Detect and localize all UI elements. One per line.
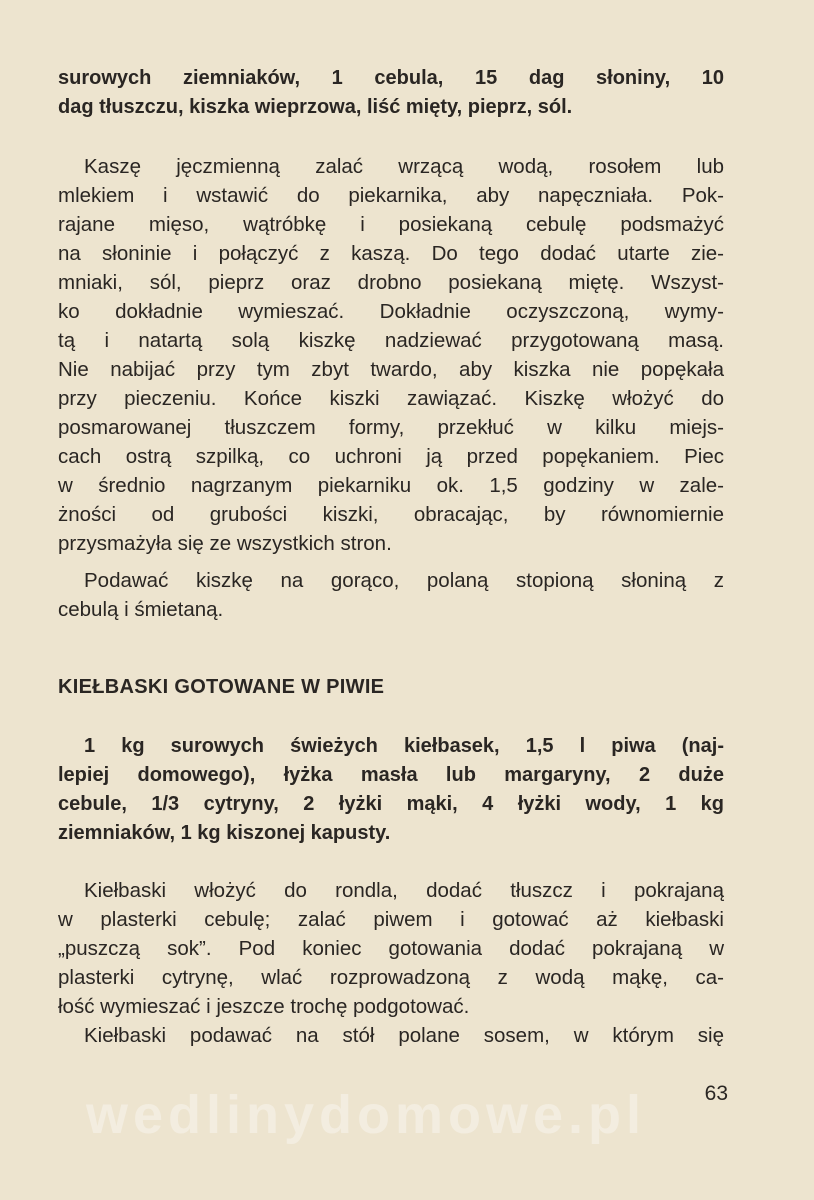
text-line: na słoninie i połączyć z kaszą. Do tego dodać utarte zie- (58, 242, 724, 265)
text-line: Nie nabijać przy tym zbyt twardo, aby kiszka nie popękała (58, 358, 724, 381)
text-line: łość wymieszać i jeszcze trochę podgotować. (58, 995, 470, 1018)
text-line: dag tłuszczu, kiszka wieprzowa, liść mięty, pieprz, sól. (58, 96, 573, 118)
text-line: Kiełbaski podawać na stół polane sosem, w którym się (84, 1024, 724, 1047)
text-line: ko dokładnie wymieszać. Dokładnie oczyszczoną, wymy- (58, 300, 724, 323)
text-line: mniaki, sól, pieprz oraz drobno posiekaną miętę. Wszyst- (58, 271, 724, 294)
text-line: w plasterki cebulę; zalać piwem i gotować aż kiełbaski (58, 908, 724, 931)
recipe-1-serving (58, 566, 724, 624)
recipe-2-method (58, 876, 724, 1050)
text-line: ziemniaków, 1 kg kiszonej kapusty. (58, 822, 391, 844)
text-line: przy pieczeniu. Końce kiszki zawiązać. Kiszkę włożyć do (58, 387, 724, 410)
text-line: posmarowanej tłuszczem formy, przekłuć w kilku miejs- (58, 416, 724, 439)
page-number: 63 (704, 1082, 728, 1105)
text-line: mlekiem i wstawić do piekarnika, aby napęczniała. Pok- (58, 184, 724, 207)
recipe-1-ingredients (58, 64, 724, 122)
recipe-1-method (58, 152, 724, 558)
text-line: cebule, 1/3 cytryny, 2 łyżki mąki, 4 łyżki wody, 1 kg (58, 793, 724, 815)
text-line: rajane mięso, wątróbkę i posiekaną cebulę podsmażyć (58, 213, 724, 236)
text-line: Kaszę jęczmienną zalać wrzącą wodą, rosołem lub (84, 155, 724, 178)
text-line: cach ostrą szpilką, co uchroni ją przed popękaniem. Piec (58, 445, 724, 468)
text-line: cebulą i śmietaną. (58, 598, 224, 621)
text-line: 1 kg surowych świeżych kiełbasek, 1,5 l piwa (naj- (84, 735, 724, 757)
text-line: lepiej domowego), łyżka masła lub margaryny, 2 duże (58, 764, 724, 786)
text-line: żności od grubości kiszki, obracając, by równomiernie (58, 503, 724, 526)
text-line: Kiełbaski włożyć do rondla, dodać tłuszcz i pokrajaną (84, 879, 724, 902)
watermark: wedlinydomowe.pl (86, 1085, 647, 1145)
text-line: „puszczą sok”. Pod koniec gotowania dodać pokrajaną w (58, 937, 724, 960)
text-line: w średnio nagrzanym piekarniku ok. 1,5 godziny w zale- (58, 474, 724, 497)
recipe-2-title: KIEŁBASKI GOTOWANE W PIWIE (58, 676, 385, 698)
text-line: Podawać kiszkę na gorąco, polaną stopioną słoniną z (84, 569, 724, 592)
text-line: plasterki cytrynę, wlać rozprowadzoną z wodą mąkę, ca- (58, 966, 724, 989)
recipe-2-ingredients (58, 732, 724, 848)
text-line: surowych ziemniaków, 1 cebula, 15 dag słoniny, 10 (58, 67, 724, 89)
text-line: przysmażyła się ze wszystkich stron. (58, 532, 392, 555)
text-line: tą i natartą solą kiszkę nadziewać przygotowaną masą. (58, 329, 724, 352)
